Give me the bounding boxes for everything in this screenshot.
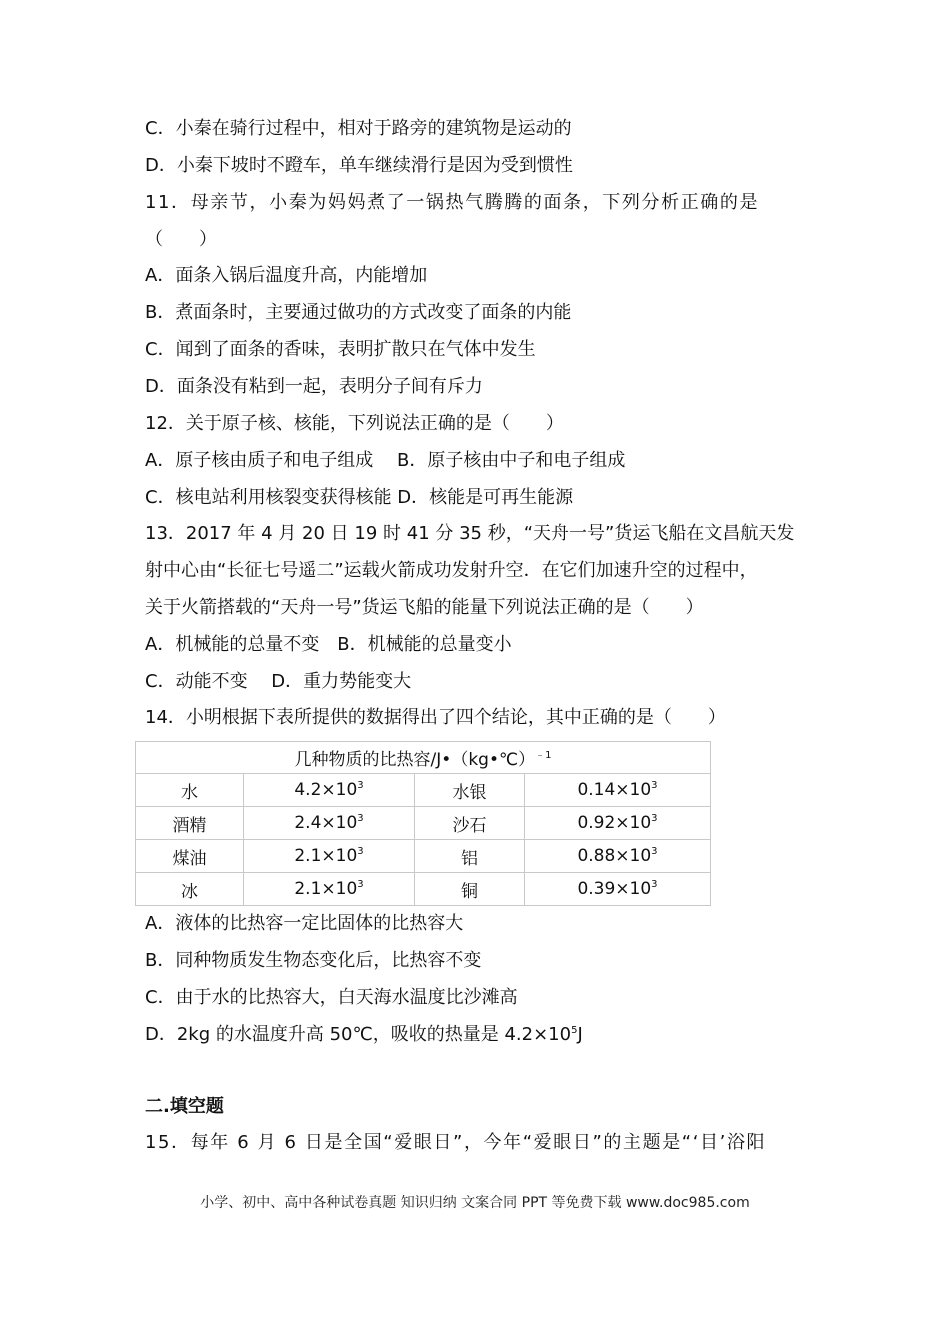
option-13ab: A．机械能的总量不变 B．机械能的总量变小 xyxy=(145,634,512,655)
question-13-line2: 射中心由“长征七号遥二”运载火箭成功发射升空．在它们加速升空的过程中， xyxy=(145,560,758,581)
substance-value: $2.1\times 10^3$ xyxy=(244,873,415,906)
question-12: 12．关于原子核、核能，下列说法正确的是（ ） xyxy=(145,413,564,434)
option-14a: A．液体的比热容一定比固体的比热容大 xyxy=(145,913,464,934)
option-11c: C．闻到了面条的香味，表明扩散只在气体中发生 xyxy=(145,339,536,360)
question-11: 11．母亲节，小秦为妈妈煮了一锅热气腾腾的面条，下列分析正确的是 xyxy=(145,192,760,213)
question-15: 15．每年 6 月 6 日是全国“爱眼日”，今年“爱眼日”的主题是“‘目’浴阳 xyxy=(145,1132,767,1153)
table-caption: 几种物质的比热容/J•（kg•℃）$^{﹣1}$ xyxy=(136,742,711,774)
substance-value: $2.4\times 10^3$ xyxy=(244,807,415,840)
substance-name: 沙石 xyxy=(415,807,525,840)
option-11a: A．面条入锅后温度升高，内能增加 xyxy=(145,265,428,286)
table-row xyxy=(136,873,711,906)
option-14d: D．2kg 的水温度升高 50℃，吸收的热量是 $4.2\times 10^5J$ xyxy=(145,1024,583,1045)
question-13-line1: 13．2017 年 4 月 20 日 19 时 41 分 35 秒，“天舟一号”货运飞船在文昌航天发 xyxy=(145,523,795,544)
option-12cd: C．核电站利用核裂变获得核能 D．核能是可再生能源 xyxy=(145,487,574,508)
option-11b: B．煮面条时，主要通过做功的方式改变了面条的内能 xyxy=(145,302,572,323)
page-footer: 小学、初中、高中各种试卷真题 知识归纳 文案合同 PPT 等免费下载 www.doc985.com xyxy=(200,1195,750,1211)
question-13-line3: 关于火箭搭载的“天舟一号”货运飞船的能量下列说法正确的是（ ） xyxy=(145,597,704,618)
table-caption-row xyxy=(136,742,711,774)
option-13cd: C．动能不变 D．重力势能变大 xyxy=(145,671,412,692)
question-14: 14．小明根据下表所提供的数据得出了四个结论，其中正确的是（ ） xyxy=(145,707,726,728)
substance-name: 水银 xyxy=(415,774,525,807)
table-row xyxy=(136,807,711,840)
substance-name: 铝 xyxy=(415,840,525,873)
table-row xyxy=(136,774,711,807)
section-title: 二.填空题 xyxy=(145,1096,224,1117)
question-11-paren: （ ） xyxy=(145,229,217,250)
substance-value: $0.14\times 10^3$ xyxy=(525,774,711,807)
substance-value: $4.2\times 10^3$ xyxy=(244,774,415,807)
option-10d: D．小秦下坡时不蹬车，单车继续滑行是因为受到惯性 xyxy=(145,155,573,176)
table-row xyxy=(136,840,711,873)
substance-name: 水 xyxy=(136,774,244,807)
specific-heat-table xyxy=(135,741,711,906)
substance-value: $0.92\times 10^3$ xyxy=(525,807,711,840)
option-10c: C．小秦在骑行过程中，相对于路旁的建筑物是运动的 xyxy=(145,118,572,139)
option-11d: D．面条没有粘到一起，表明分子间有斥力 xyxy=(145,376,483,397)
substance-value: $0.39\times 10^3$ xyxy=(525,873,711,906)
option-14b: B．同种物质发生物态变化后，比热容不变 xyxy=(145,950,482,971)
substance-name: 煤油 xyxy=(136,840,244,873)
option-12ab: A．原子核由质子和电子组成 B．原子核由中子和电子组成 xyxy=(145,450,626,471)
substance-name: 冰 xyxy=(136,873,244,906)
substance-name: 铜 xyxy=(415,873,525,906)
substance-value: $2.1\times 10^3$ xyxy=(244,840,415,873)
option-14c: C．由于水的比热容大，白天海水温度比沙滩高 xyxy=(145,987,518,1008)
substance-name: 酒精 xyxy=(136,807,244,840)
substance-value: $0.88\times 10^3$ xyxy=(525,840,711,873)
